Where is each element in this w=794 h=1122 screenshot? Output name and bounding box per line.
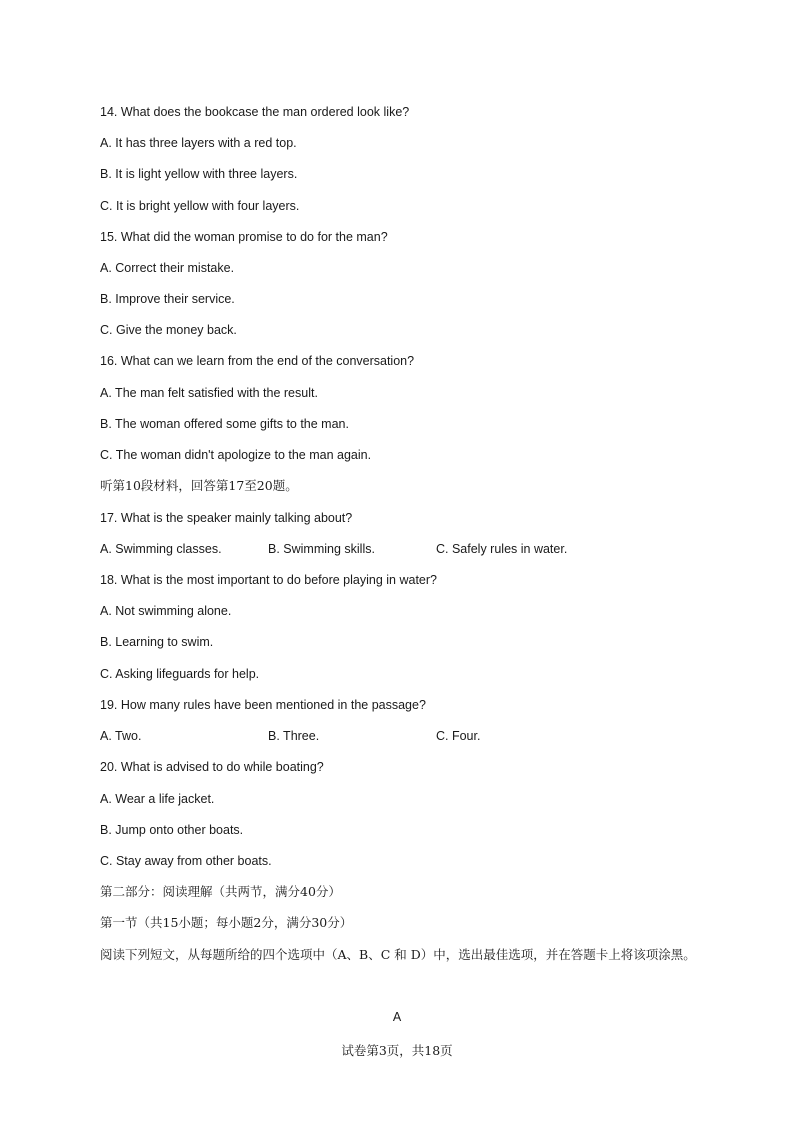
q15-option-c: C. Give the money back. bbox=[100, 323, 237, 337]
q15-option-b: B. Improve their service. bbox=[100, 292, 235, 306]
part-2-heading: 第二部分：阅读理解（共两节，满分40分） bbox=[100, 884, 341, 899]
q20-option-a: A. Wear a life jacket. bbox=[100, 792, 215, 806]
q15-option-a: A. Correct their mistake. bbox=[100, 261, 235, 275]
q16-option-c: C. The woman didn't apologize to the man again. bbox=[100, 448, 372, 462]
q18-option-b: B. Learning to swim. bbox=[100, 635, 214, 649]
q19-option-a: A. Two. bbox=[100, 729, 142, 743]
question-19: 19. How many rules have been mentioned in the passage? bbox=[100, 698, 426, 712]
q14-option-a: A. It has three layers with a red top. bbox=[100, 136, 297, 150]
section-1-heading: 第一节（共15小题；每小题2分，满分30分） bbox=[100, 915, 353, 930]
q17-option-c: C. Safely rules in water. bbox=[436, 542, 568, 556]
q20-option-b: B. Jump onto other boats. bbox=[100, 823, 244, 837]
q16-option-b: B. The woman offered some gifts to the man. bbox=[100, 417, 349, 431]
page-footer: 试卷第3页，共18页 bbox=[341, 1043, 453, 1058]
passage-letter: A bbox=[392, 1010, 402, 1024]
question-14: 14. What does the bookcase the man ordered look like? bbox=[100, 105, 410, 119]
q19-option-c: C. Four. bbox=[436, 729, 481, 743]
question-15: 15. What did the woman promise to do for the man? bbox=[100, 230, 388, 244]
q14-option-c: C. It is bright yellow with four layers. bbox=[100, 199, 300, 213]
question-17: 17. What is the speaker mainly talking about? bbox=[100, 511, 353, 525]
q20-option-c: C. Stay away from other boats. bbox=[100, 854, 272, 868]
q16-option-a: A. The man felt satisfied with the result. bbox=[100, 386, 318, 400]
question-20: 20. What is advised to do while boating? bbox=[100, 760, 324, 774]
q17-option-b: B. Swimming skills. bbox=[268, 542, 375, 556]
q18-option-c: C. Asking lifeguards for help. bbox=[100, 667, 260, 681]
section-10-instruction: 听第10段材料，回答第17至20题。 bbox=[100, 478, 298, 493]
question-18: 18. What is the most important to do before playing in water? bbox=[100, 573, 437, 587]
q18-option-a: A. Not swimming alone. bbox=[100, 604, 232, 618]
reading-instructions: 阅读下列短文，从每题所给的四个选项中（A、B、C 和 D）中，选出最佳选项，并在答题卡上将该项涂黑。 bbox=[100, 947, 696, 962]
q19-option-b: B. Three. bbox=[268, 729, 320, 743]
q14-option-b: B. It is light yellow with three layers. bbox=[100, 167, 298, 181]
q17-option-a: A. Swimming classes. bbox=[100, 542, 222, 556]
question-16: 16. What can we learn from the end of the conversation? bbox=[100, 354, 415, 368]
